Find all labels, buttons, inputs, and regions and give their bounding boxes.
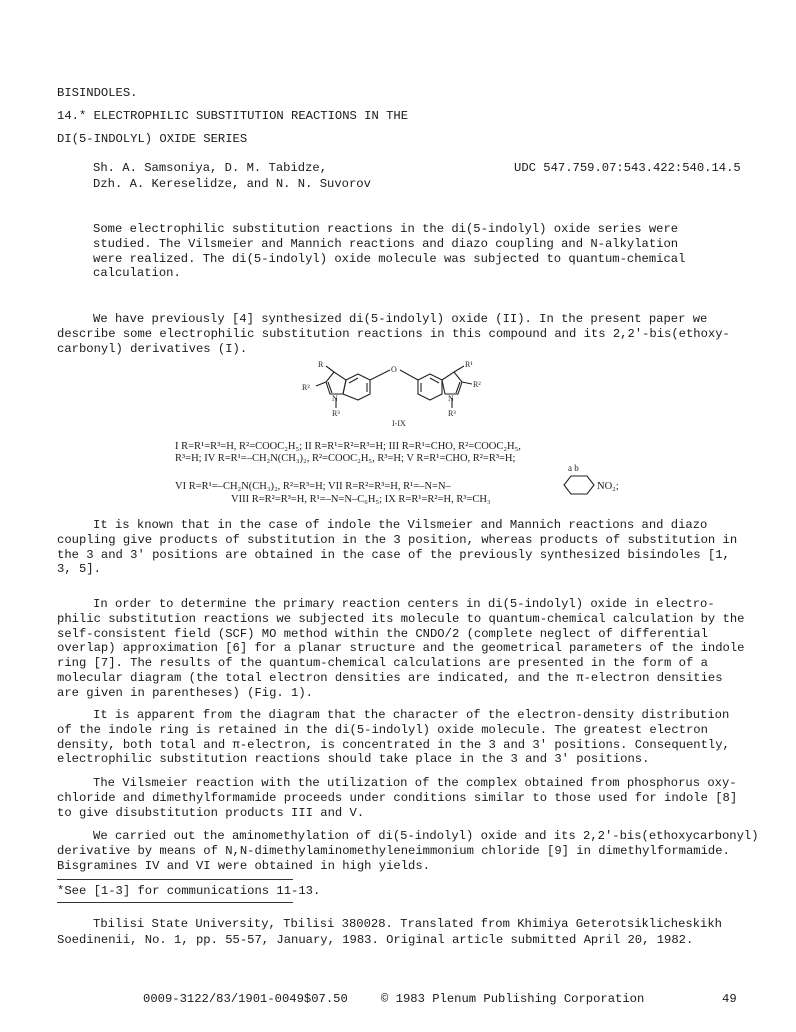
paragraph-line: density, both total and π-electron, is concentrated in the 3 and 3' positions. Consequently, xyxy=(57,737,730,752)
page-number: 49 xyxy=(722,992,737,1006)
atom-oxygen: O xyxy=(391,365,397,374)
paragraph-line: self-consistent field (SCF) MO method within the CNDO/2 (complete neglect of differential xyxy=(57,626,708,641)
ring-position-labels: a b xyxy=(568,463,579,473)
paragraph-electron-density xyxy=(57,708,763,767)
article-title-line-2: DI(5-INDOLYL) OXIDE SERIES xyxy=(57,132,248,146)
authors-line-1: Sh. A. Samsoniya, D. M. Tabidze, xyxy=(93,161,328,175)
abstract-line: were realized. The di(5-indolyl) oxide molecule was subjected to quantum-chemical xyxy=(93,251,686,266)
paragraph-line: It is apparent from the diagram that the character of the electron-density distribution xyxy=(93,708,730,722)
copyright: © 1983 Plenum Publishing Corporation xyxy=(381,992,645,1006)
compound-list-line: VIII R=R²=R³=H, R¹=–N=N–C₆H₅; IX R=R¹=R²=H, R³=CH₃ xyxy=(231,494,491,505)
paragraph-line: 3, 5]. xyxy=(57,562,101,577)
compound-list-line: NO₂; xyxy=(597,481,619,492)
paragraph-line: the 3 and 3' positions are obtained in the case of the previously synthesized bisindoles [1, xyxy=(57,547,730,562)
paragraph-line: derivative by means of N,N-dimethylaminomethyleneimmonium chloride [9] in dimethylformamide. xyxy=(57,843,730,858)
authors-line-2: Dzh. A. Kereselidze, and N. N. Suvorov xyxy=(93,177,371,191)
article-code: 0009-3122/83/1901-0049$07.50 xyxy=(143,992,348,1006)
paragraph-line: to give disubstitution products III and V. xyxy=(57,805,365,820)
paragraph-indole-reactions xyxy=(57,518,763,577)
substituent-r3-left: R³ xyxy=(332,409,340,418)
paragraph-line: molecular diagram (the total electron densities are indicated, and the π-electron densities xyxy=(57,670,723,685)
intro-paragraph xyxy=(57,312,763,356)
paragraph-line: In order to determine the primary reaction centers in di(5-indolyl) oxide in electro- xyxy=(93,597,715,611)
udc-code: UDC 547.759.07:543.422:540.14.5 xyxy=(514,161,741,175)
substituent-r2-right: R² xyxy=(473,380,481,389)
abstract xyxy=(93,222,733,281)
atom-nitrogen-right: N xyxy=(448,394,454,403)
structure-label: I-IX xyxy=(392,419,406,428)
abstract-line: Some electrophilic substitution reactions in the di(5-indolyl) oxide series were xyxy=(93,222,679,236)
affiliation-line-1: Tbilisi State University, Tbilisi 380028. Translated from Khimiya Geterotsiklicheskikh xyxy=(93,917,722,931)
substituent-r1-right: R¹ xyxy=(465,360,473,369)
paragraph-line: of the indole ring is retained in the di(5-indolyl) oxide molecule. The greatest electron xyxy=(57,722,708,737)
paragraph-line: ring [7]. The results of the quantum-chemical calculations are presented in the form of a xyxy=(57,656,708,671)
compound-list-line: R³=H; IV R=R¹=–CH₂N(CH₃)₂, R²=COOC₂H₅, R³=H; V R=R¹=CHO, R²=R³=H; xyxy=(175,453,516,464)
substituent-r2-left: R² xyxy=(302,383,310,392)
right-pyrrole-ring xyxy=(442,372,462,394)
paragraph-vilsmeier xyxy=(57,776,763,820)
series-title: BISINDOLES. xyxy=(57,86,138,100)
paragraph-line: We have previously [4] synthesized di(5-indolyl) oxide (II). In the present paper we xyxy=(93,312,708,326)
footnote-divider xyxy=(57,879,293,880)
atom-nitrogen-left: N xyxy=(332,394,338,403)
paragraph-line: We carried out the aminomethylation of di(5-indolyl) oxide and its 2,2'-bis(ethoxycarbonyl) xyxy=(93,829,759,843)
paragraph-line: describe some electrophilic substitution reactions in this compound and its 2,2'-bis(ethoxy- xyxy=(57,326,730,341)
left-pyrrole-ring xyxy=(326,372,346,394)
article-title-line-1: 14.* ELECTROPHILIC SUBSTITUTION REACTIONS IN THE xyxy=(57,109,409,123)
paragraph-aminomethylation xyxy=(57,829,763,873)
paragraph-line: electrophilic substitution reactions should take place in the 3 and 3' positions. xyxy=(57,752,650,767)
paragraph-line: The Vilsmeier reaction with the utilization of the complex obtained from phosphorus oxy- xyxy=(93,776,737,790)
substituent-r-left: R xyxy=(318,360,324,369)
paragraph-line: carbonyl) derivatives (I). xyxy=(57,341,248,356)
structure-diagram xyxy=(300,358,510,430)
affiliation-line-2: Soedinenii, No. 1, pp. 55-57, January, 1983. Original article submitted April 20, 1982. xyxy=(57,933,694,947)
left-benzene-ring xyxy=(343,374,370,400)
paragraph-line: are given in parentheses) (Fig. 1). xyxy=(57,685,313,700)
paragraph-line: coupling give products of substitution in the 3 position, whereas products of substitution in xyxy=(57,532,738,547)
paragraph-line: chloride and dimethylformamide proceeds under conditions similar to those used for indole [8] xyxy=(57,790,738,805)
benzene-ring-icon xyxy=(563,474,595,496)
footnote: *See [1-3] for communications 11-13. xyxy=(57,884,321,898)
paragraph-line: philic substitution reactions we subjected its molecule to quantum-chemical calculation by the xyxy=(57,611,745,626)
abstract-line: calculation. xyxy=(93,266,181,281)
paragraph-quantum-calculation xyxy=(57,597,763,701)
right-benzene-ring xyxy=(418,374,442,400)
abstract-line: studied. The Vilsmeier and Mannich reactions and diazo coupling and N-alkylation xyxy=(93,236,679,251)
paragraph-line: Bisgramines IV and VI were obtained in high yields. xyxy=(57,858,430,873)
substituent-r3-right: R³ xyxy=(448,409,456,418)
paragraph-line: It is known that in the case of indole the Vilsmeier and Mannich reactions and diazo xyxy=(93,518,708,532)
compound-list-line: VI R=R¹=–CH₂N(CH₃)₂, R²=R³=H; VII R=R²=R³=H, R¹=–N=N– xyxy=(175,481,451,492)
paragraph-line: overlap) approximation [6] for a planar structure and the geometrical parameters of the indole xyxy=(57,641,745,656)
affiliation-divider xyxy=(57,902,293,903)
compound-list-line: I R=R¹=R³=H, R²=COOC₂H₅; II R=R¹=R²=R³=H; III R=R¹=CHO, R²=COOC₂H₅, xyxy=(175,441,521,452)
